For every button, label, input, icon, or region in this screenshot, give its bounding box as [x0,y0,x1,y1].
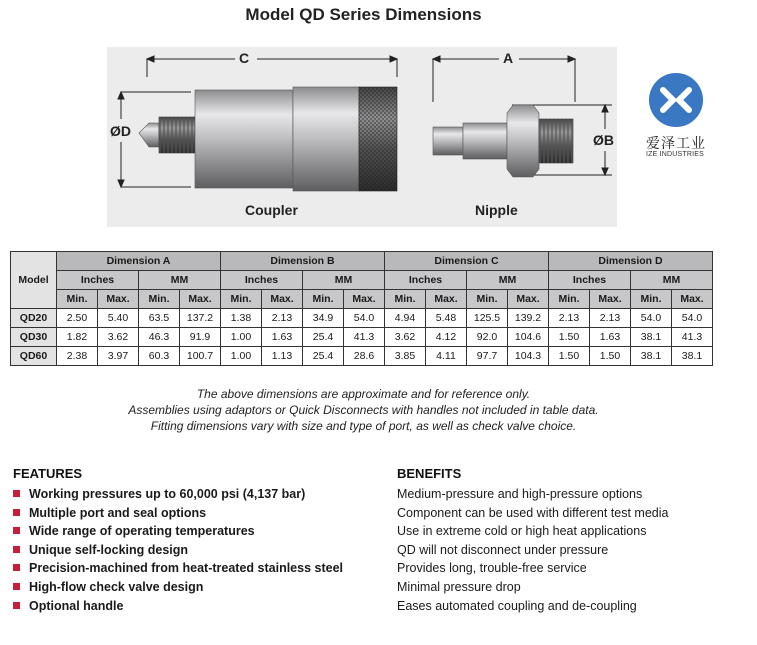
group-header: Dimension C [385,252,549,271]
unit-header: Inches [549,271,631,290]
min-header: Min. [549,290,590,309]
value-cell: 91.9 [180,328,221,347]
benefit-item [397,522,668,541]
value-cell: 28.6 [344,347,385,366]
value-cell: 34.9 [303,309,344,328]
item-text: Optional handle [29,598,124,613]
max-header: Max. [590,290,631,309]
model-cell: QD20 [11,309,57,328]
item-text: Medium-pressure and high-pressure options [397,487,643,501]
value-cell: 4.11 [426,347,467,366]
dimension-c-label: C [239,50,250,66]
benefit-item [397,559,668,578]
max-header: Max. [262,290,303,309]
group-header: Dimension A [57,252,221,271]
item-text: Eases automated coupling and de-coupling [397,598,637,613]
benefit-item [397,541,668,560]
value-cell: 2.13 [262,309,303,328]
dimensions-table [10,251,713,366]
value-cell: 104.3 [508,347,549,366]
table-row [11,347,713,366]
value-cell: 1.63 [590,328,631,347]
bullet-icon [13,527,20,534]
nipple-illustration [433,105,573,177]
min-header: Min. [385,290,426,309]
max-header: Max. [344,290,385,309]
value-cell: 3.62 [385,328,426,347]
unit-header: Inches [221,271,303,290]
feature-item [13,597,343,616]
value-cell: 1.50 [590,347,631,366]
value-cell: 3.85 [385,347,426,366]
value-cell: 38.1 [631,328,672,347]
value-cell: 4.12 [426,328,467,347]
value-cell: 54.0 [631,309,672,328]
value-cell: 139.2 [508,309,549,328]
value-cell: 2.13 [549,309,590,328]
value-cell: 97.7 [467,347,508,366]
features-list [13,485,343,615]
bullet-icon [13,602,20,609]
max-header: Max. [180,290,221,309]
value-cell: 1.00 [221,347,262,366]
item-text: High-flow check valve design [29,579,204,594]
value-cell: 104.6 [508,328,549,347]
value-cell: 1.82 [57,328,98,347]
value-cell: 25.4 [303,328,344,347]
page-title: Model QD Series Dimensions [245,5,482,24]
min-header: Min. [57,290,98,309]
value-cell: 5.48 [426,309,467,328]
value-cell: 1.13 [262,347,303,366]
note-line: Assemblies using adaptors or Quick Disconnects with handles not included in table data. [128,403,599,417]
model-cell: QD60 [11,347,57,366]
item-text: Use in extreme cold or high heat applications [397,524,647,539]
value-cell: 1.50 [549,328,590,347]
item-text: Minimal pressure drop [397,579,521,594]
coupler-caption: Coupler [245,202,298,218]
group-header: Dimension B [221,252,385,271]
bullet-icon [13,583,20,590]
model-cell: QD30 [11,328,57,347]
value-cell: 38.1 [631,347,672,366]
value-cell: 137.2 [180,309,221,328]
note-line: The above dimensions are approximate and for reference only. [196,387,531,401]
value-cell: 2.38 [57,347,98,366]
benefits-list [397,485,668,615]
bullet-icon [13,490,20,497]
dimension-b-label: ØB [593,132,614,148]
table-row [11,328,713,347]
features-heading: FEATURES [13,466,83,481]
value-cell: 2.13 [590,309,631,328]
value-cell: 46.3 [139,328,180,347]
value-cell: 3.97 [98,347,139,366]
min-header: Min. [631,290,672,309]
dimension-drawing [107,47,617,227]
value-cell: 1.38 [221,309,262,328]
group-header: Dimension D [549,252,713,271]
max-header: Max. [426,290,467,309]
unit-header: MM [139,271,221,290]
item-text: QD will not disconnect under pressure [397,542,609,557]
item-text: Precision-machined from heat-treated stainless steel [29,561,343,576]
benefits-heading: BENEFITS [397,466,462,481]
value-cell: 54.0 [672,309,713,328]
benefit-item [397,578,668,597]
unit-header: Inches [57,271,139,290]
dimension-c-line [147,56,397,77]
table-group-header-row [11,252,713,271]
coupler-illustration [139,87,397,191]
min-header: Min. [303,290,344,309]
value-cell: 3.62 [98,328,139,347]
table-row [11,309,713,328]
item-text: Component can be used with different test media [397,505,669,520]
max-header: Max. [672,290,713,309]
item-text: Working pressures up to 60,000 psi (4,137 bar) [29,487,306,501]
feature-item [13,485,343,504]
value-cell: 5.40 [98,309,139,328]
value-cell: 41.3 [344,328,385,347]
table-unit-header-row [11,271,713,290]
dimension-a-label: A [503,50,514,66]
value-cell: 4.94 [385,309,426,328]
max-header: Max. [508,290,549,309]
value-cell: 1.50 [549,347,590,366]
value-cell: 54.0 [344,309,385,328]
value-cell: 100.7 [180,347,221,366]
benefit-item [397,597,668,616]
benefit-item [397,485,668,504]
bullet-icon [13,546,20,553]
table-notes [0,386,727,434]
note-line: Fitting dimensions vary with size and type of port, as well as check valve choice. [150,419,577,433]
nipple-caption: Nipple [475,202,518,218]
value-cell: 63.5 [139,309,180,328]
item-text: Multiple port and seal options [29,505,207,520]
bullet-icon [13,509,20,516]
item-text: Provides long, trouble-free service [397,561,587,576]
unit-header: MM [303,271,385,290]
table-body [11,309,713,366]
table-minmax-header-row [11,290,713,309]
feature-item [13,541,343,560]
item-text: Wide range of operating temperatures [29,524,255,539]
item-text: Unique self-locking design [29,542,189,557]
feature-item [13,559,343,578]
value-cell: 92.0 [467,328,508,347]
unit-header: Inches [385,271,467,290]
min-header: Min. [139,290,180,309]
feature-item [13,504,343,523]
drawing-svg [107,47,617,227]
min-header: Min. [467,290,508,309]
logo-chinese-text: 爱泽工业 [646,135,706,151]
value-cell: 2.50 [57,309,98,328]
value-cell: 1.00 [221,328,262,347]
value-cell: 41.3 [672,328,713,347]
value-cell: 25.4 [303,347,344,366]
value-cell: 60.3 [139,347,180,366]
feature-item [13,578,343,597]
benefit-item [397,504,668,523]
logo-english-text: IZE INDUSTRIES [646,151,705,158]
unit-header: MM [467,271,549,290]
value-cell: 1.63 [262,328,303,347]
bullet-icon [13,564,20,571]
model-header: Model [11,252,57,309]
unit-header: MM [631,271,713,290]
feature-item [13,522,343,541]
value-cell: 125.5 [467,309,508,328]
value-cell: 38.1 [672,347,713,366]
max-header: Max. [98,290,139,309]
min-header: Min. [221,290,262,309]
dimension-d-label: ØD [110,123,131,139]
